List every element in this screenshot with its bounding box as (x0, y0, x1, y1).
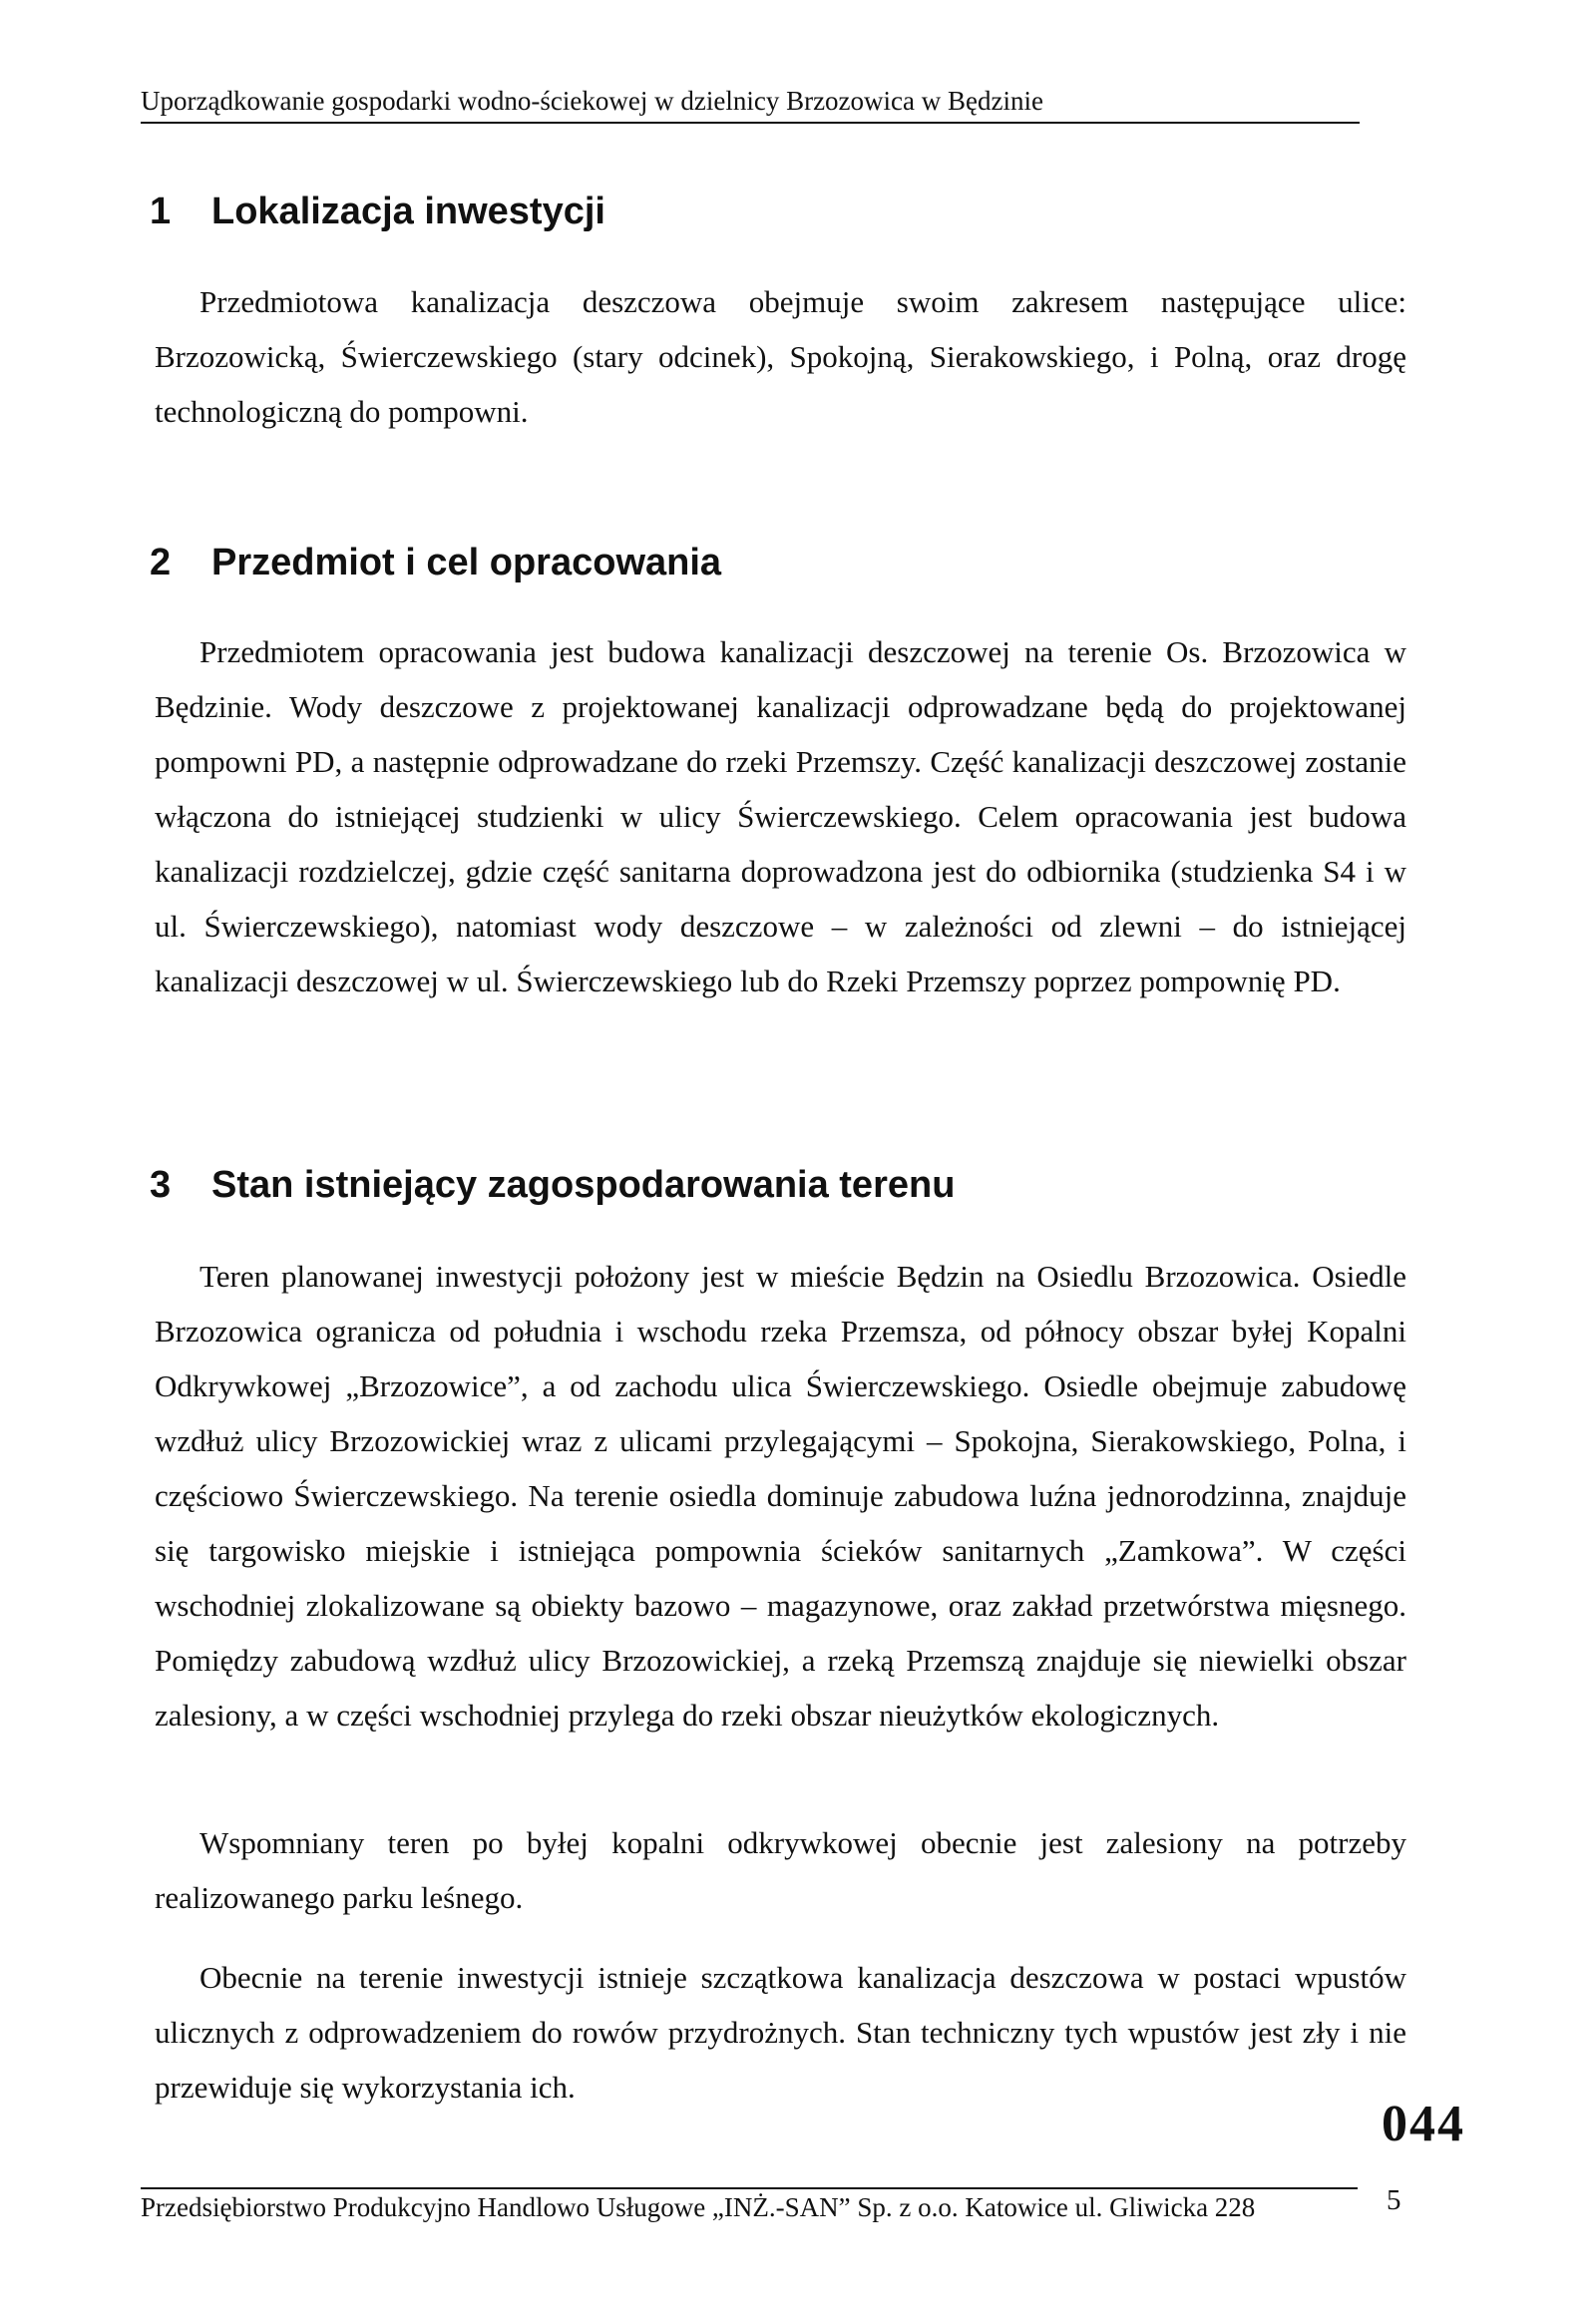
page-number: 5 (1387, 2184, 1401, 2216)
section-number: 3 (150, 1164, 172, 1206)
section-title: Lokalizacja inwestycji (211, 191, 605, 232)
running-header: Uporządkowanie gospodarki wodno-ściekowej w dzielnicy Brzozowica w Będzinie (141, 86, 1360, 124)
section-title: Stan istniejący zagospodarowania terenu (211, 1164, 956, 1206)
paragraph: Obecnie na terenie inwestycji istnieje szczątkowa kanalizacja deszczowa w postaci wpustów ulicznych z odprowadzeniem do rowów przydrożnych. Stan techniczny tych wpustów jest zły i nie przewiduje się wykorzystania ich. (155, 1960, 1406, 2105)
paragraph: Teren planowanej inwestycji położony jest w mieście Będzin na Osiedlu Brzozowica. Osiedle Brzozowica ogranicza od południa i wschodu rzeka Przemsza, od północy obszar byłej Kopalni Odkrywkowej „Brzozowice”, a od zachodu ulica Świerczewskiego. Osiedle obejmuje zabudowę wzdłuż ulicy Brzozowickiej wraz z ulicami przylegającymi – Spokojna, Sierakowskiego, Polna, i częściowo Świerczewskiego. Na terenie osiedla dominuje zabudowa luźna jednorodzinna, znajduje się targowisko miejskie i istniejąca pompownia ścieków sanitarnych „Zamkowa”. W części wschodniej zlokalizowane są obiekty bazowo – magazynowe, oraz zakład przetwórstwa mięsnego. Pomiędzy zabudową wzdłuż ulicy Brzozowickiej, a rzeką Przemszą znajduje się niewielki obszar zalesiony, a w części wschodniej przylega do rzeki obszar nieużytków ekologicznych. (155, 1259, 1406, 1733)
footer-company: Przedsiębiorstwo Produkcyjno Handlowo Usługowe „INŻ.-SAN” Sp. z o.o. Katowice ul. Gliwicka 228 (141, 2192, 1256, 2222)
section-number: 2 (150, 542, 172, 583)
footer-divider (141, 2187, 1358, 2189)
page-stamp: 044 (1382, 2096, 1465, 2152)
paragraph: Przedmiotem opracowania jest budowa kanalizacji deszczowej na terenie Os. Brzozowica w Będzinie. Wody deszczowe z projektowanej kanalizacji odprowadzane będą do projektowanej pompowni PD, a następnie odprowadzane do rzeki Przemszy. Część kanalizacji deszczowej zostanie włączona do istniejącej studzienki w ulicy Świerczewskiego. Celem opracowania jest budowa kanalizacji rozdzielczej, gdzie część sanitarna doprowadzona jest do odbiornika (studzienka S4 i w ul. Świerczewskiego), natomiast wody deszczowe – w zależności od zlewni – do istniejącej kanalizacji deszczowej w ul. Świerczewskiego lub do Rzeki Przemszy poprzez pompownię PD. (155, 634, 1406, 998)
section-number: 1 (150, 191, 172, 232)
section-heading-3 (150, 1163, 955, 1207)
paragraph: Przedmiotowa kanalizacja deszczowa obejmuje swoim zakresem następujące ulice: Brzozowicką, Świerczewskiego (stary odcinek), Spokojną, Sierakowskiego, i Polną, oraz drogę technologiczną do pompowni. (155, 284, 1406, 429)
section-heading-1 (150, 190, 605, 233)
section-heading-2 (150, 541, 721, 584)
paragraph: Wspomniany teren po byłej kopalni odkrywkowej obecnie jest zalesiony na potrzeby realizowanego parku leśnego. (155, 1825, 1406, 1915)
section-title: Przedmiot i cel opracowania (211, 542, 722, 583)
